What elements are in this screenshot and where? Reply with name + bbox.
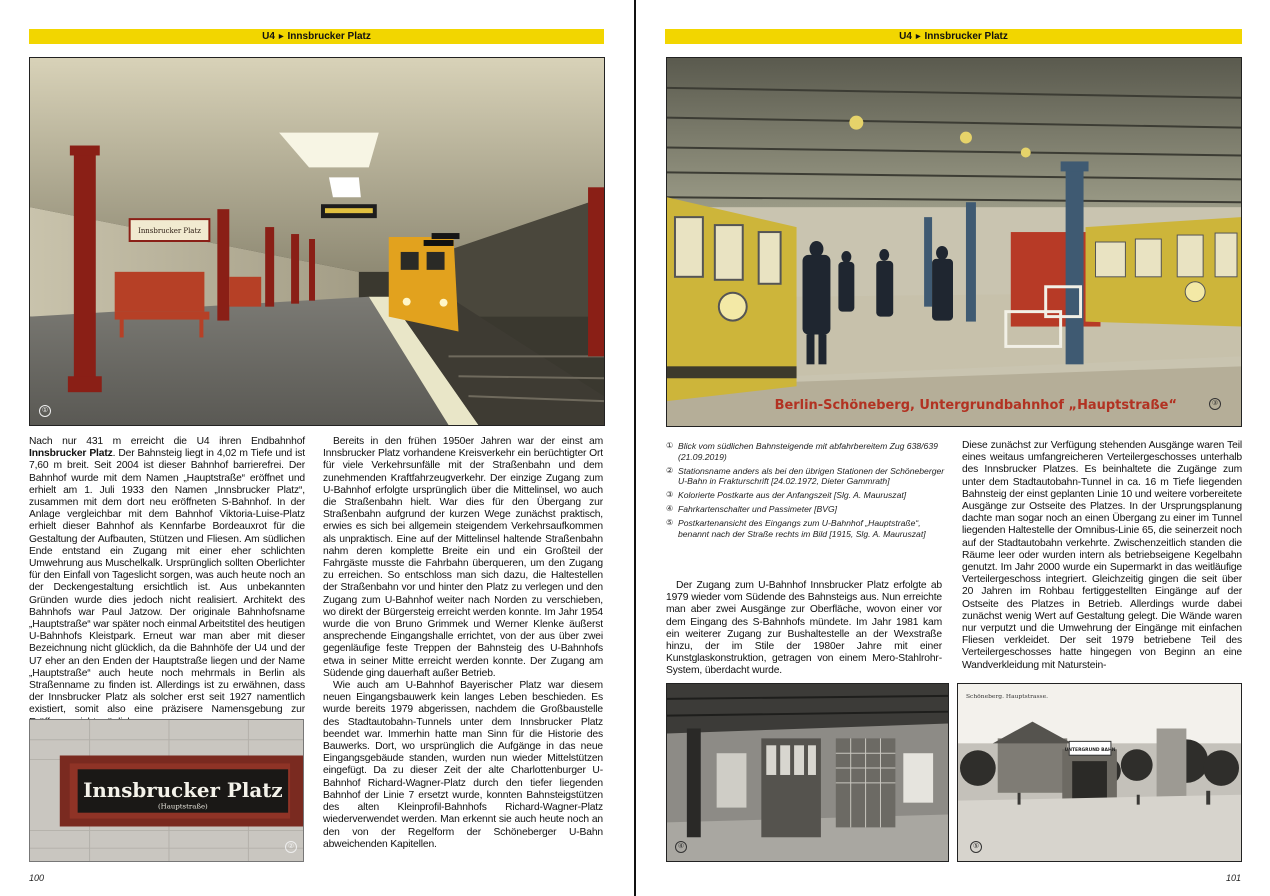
left-column-2 bbox=[323, 436, 603, 851]
caption-item bbox=[666, 518, 951, 540]
caption-text: Blick vom südlichen Bahnsteigende mit abfahrbereitem Zug 638/639 (21.09.2019) bbox=[678, 441, 938, 462]
svg-text:(Hauptstraße): (Hauptstraße) bbox=[157, 802, 208, 811]
right-header-line: U4 bbox=[899, 31, 912, 42]
caption-text: Postkartenansicht des Eingangs zum U-Bahnhof „Hauptstraße“, benannt nach der Straße rechts im Bild [1915, Slg. A. Mauruszat] bbox=[678, 517, 926, 539]
left-header-station: Innsbrucker Platz bbox=[287, 31, 371, 42]
caption-number: ⑤ bbox=[666, 517, 674, 527]
caption-item bbox=[666, 490, 951, 501]
caption-item bbox=[666, 504, 951, 515]
caption-number: ④ bbox=[666, 503, 674, 513]
right-column-2 bbox=[962, 440, 1242, 672]
header-arrow-icon: ▶ bbox=[915, 33, 921, 40]
col2-paragraph-1: Bereits in den frühen 1950er Jahren war der einst am Innsbrucker Platz vorhandene Kreisverkehr ein berüchtigter Ort für viele Verkehrsunfälle mit der Straßenbahn und dem zunehmenden Kraftfahrzeugverkehr. Der einzige Zugang zum U-Bahnhof erfolgte ursprünglich über die Mittelinsel, wo auch die Straßenbahn hielt. War dies für den Übergang zur Straßenbahn aufgrund der kurzen Wege zunächst praktisch, erwies es sich bei allgemein steigendem Verkehrsaufkommen als unpraktisch. Eine auf der Mittelinsel haltende Straßenbahn nahm deren komplette Breite ein und ein Großteil der Fahrgäste musste die Fahrbahn überqueren, um den Zugang zu erreichen. So entschloss man sich dazu, die Haltestellen der Straßenbahn vor und hinter den Platz zu verlegen und den Zugang zum U-Bahnhof weiter nach Norden zu verschieben, wo direkt der Bürgersteig erreicht werden konnte. Im Jahr 1954 wurde die von Bruno Grimmek und Werner Klenke äußerst ansprechende Eingangshalle errichtet, von der aus über zwei gegenläufige feste Treppen der Bahnsteig des U-Bahnhofs etwa in seiner Mitte erreicht werden konnte. Der Zugang am Südende ging dauerhaft außer Betrieb. bbox=[323, 436, 603, 679]
caption-number: ③ bbox=[666, 490, 674, 500]
photo-platform-modern bbox=[29, 57, 605, 426]
svg-text:UNTERGRUND BAHN: UNTERGRUND BAHN bbox=[1064, 748, 1116, 754]
photo-station-sign bbox=[29, 719, 304, 862]
caption-number: ① bbox=[666, 441, 674, 450]
header-arrow-icon: ▶ bbox=[278, 33, 284, 40]
col1-paragraph: Nach nur 431 m erreicht die U4 ihren Endbahnhof Innsbrucker Platz. Der Bahnsteig liegt in 4,02 m Tiefe und ist 7,60 m breit. Seit 2004 ist dieser Bahnhof barrierefrei. Der Bahnhof wurde mit dem Namen „Hauptstraße“ eröffnet und erhielt am 1. Juli 1933 den Namen „Innsbrucker Platz“, zusammen mit dem dort neu eröffneten S-Bahnhof. In der Anlage vergleichbar mit dem Bahnhof Viktoria-Luise-Platz erhielt dieser Bahnhof als Kennfarbe Bordeauxrot für die Gestaltung der Aufbauten, Stützen und Fliesen. Am südlichen Ende entstand ein Zugang mit einer eher schlichten Umwehrung aus Muschelkalk. Ursprünglich sollten Oberlichter für den Einfall von Tageslicht sorgen, was auch heute noch an der Deckengestaltung ersichtlich ist. Aus unbekannten Gründen wurde dies jedoch nicht realisiert. Architekt des Bahnhofs war Paul Jatzow. Der originale Bahnhofsname „Hauptstraße“ war später noch einmal Arbeitstitel des heutigen U-Bahnhofs Kleistpark. Erneut war man aber mit dieser Bezeichnung nicht glücklich, da die Bahnhöfe der U4 und der U7 eher an den Enden der Hauptstraße liegen und der Name „Hauptstraße“ auch heute noch mehrmals in Berlin als Straßenname zu finden ist. Allerdings ist zu erwähnen, dass der Innsbrucker Platz als solcher erst seit 1927 namentlich existiert, somit also eine präzisere Namensgebung zur bbox=[29, 436, 305, 716]
caption-text: Kolorierte Postkarte aus der Anfangszeit [Slg. A. Mauruszat] bbox=[678, 490, 907, 501]
street-illustration bbox=[958, 684, 1241, 861]
caption-text: Fahrkartenschalter und Passimeter [BVG] bbox=[678, 503, 838, 514]
svg-text:Innsbrucker Platz: Innsbrucker Platz bbox=[138, 227, 201, 236]
page-spine bbox=[634, 0, 636, 896]
caption-number: ② bbox=[666, 465, 674, 475]
photo-street-entrance bbox=[957, 683, 1242, 862]
left-column-1 bbox=[29, 436, 305, 729]
svg-text:Innsbrucker Platz: Innsbrucker Platz bbox=[83, 777, 283, 802]
col3-paragraph: Der Zugang zum U-Bahnhof Innsbrucker Platz erfolgte ab 1979 wieder vom Südende des Bahnsteigs aus. Nun erreichte man aber zwei Ausgänge zur Oberfläche, wovon einer vor dem Eingang des S-Bahnhofs mündete. Im Jahr 1981 kam ein weiterer Zugang zur Bushaltestelle an der Wexstraße hinzu, der im Stile der 1980er Jahre mit einer Kunstglaskonstruktion, getragen von einem Mero-Stahlrohr-System, überdacht wurde. bbox=[666, 580, 942, 677]
photo3-number: ③ bbox=[1209, 398, 1221, 410]
caption-item bbox=[666, 441, 951, 463]
col2-paragraph-2: Wie auch am U-Bahnhof Bayerischer Platz war diesem neuen Eingangsbauwerk kein langes Leben beschieden. Es wurde bereits 1979 abgerissen, nachdem die Großbaustelle des Stadtautobahn-Tunnels unter dem Innsbrucker Platz beendet war. Immerhin hatte man Sinn für die Historie des Bauwerks. Dort, wo ursprünglich die Aufgänge in das neue Eingangsgebäude standen, wurden nun wieder Mittelstützen eingefügt. Da zu dieser Zeit der alte Charlottenburger U-Bahnhof Richard-Wagner-Platz durch den tiefer liegenden Bahnhof der Linie 7 ersetzt wurde, konnten Bahnsteigstützen des alten Kleinprofil-Bahnhofs Richard-Wagner-Platz wiederverwendet werden. Man erkennt sie auch heute noch an den von der Regelform der Schöneberger U-Bahn abweichenden Kapitellen. bbox=[323, 680, 603, 850]
svg-text:Schöneberg. Hauptstrasse.: Schöneberg. Hauptstrasse. bbox=[965, 692, 1049, 700]
photo1-number: ① bbox=[39, 405, 51, 417]
svg-text:Berlin-Schöneberg, Untergrundb: Berlin-Schöneberg, Untergrundbahnhof „Hauptstraße“ bbox=[774, 398, 1177, 414]
photo-ticket-hall bbox=[666, 683, 949, 862]
caption-list bbox=[666, 441, 951, 542]
caption-text: Stationsname anders als bei den übrigen Stationen der Schöneberger U-Bahn in Frakturschrift [24.02.1972, Dieter Gammrath] bbox=[678, 465, 945, 487]
ticket-hall-illustration bbox=[667, 684, 948, 861]
caption-item bbox=[666, 466, 951, 488]
photo-postcard-colorized bbox=[666, 57, 1242, 427]
page-number-right: 101 bbox=[1226, 873, 1242, 883]
sign-illustration bbox=[30, 720, 303, 861]
col4-paragraph: Diese zunächst zur Verfügung stehenden Ausgänge waren Teil eines weitaus umfangreicheren Verteilergeschosses unterhalb des Innsbrucker Platzes. Es beinhaltete die Zugänge zum unter dem Stadtautobahn-Tunnel in ca. 16 m Tiefe liegenden Bahnsteig der einst geplanten Linie 10 und weitere vorbereitete Ausgänge zur Ostseite des Platzes. In der Ursprungsplanung dachte man sogar noch an einen Übergang zu einer im Tunnel liegenden Haltestelle der Omnibus-Linie 65, die seinerzeit noch auf der Stadtautobahn verkehrte. Zwischenzeitlich standen die Räume leer oder wurden intern als betriebseigene Kegelbahn genutzt. Im Jahr 2000 wurde ein Supermarkt in das weitläufige Verteilergeschoss integriert. Gleichzeitig gingen die seit über 20 Jahren im Rohbau fertiggestellten Eingänge auf der Ostseite des Platzes in Betrieb. Allerdings wurde dabei zunächst wenig Wert auf Gestaltung gelegt. Die Wände waren nur verputzt und die Umwehrung der Eingänge mit einfachen Fliesen verkleidet. Der seit 1979 betriebene Teil des Verteilergeschosses hatte hingegen von Beginn an eine Wandverkleidung mit Naturstein- bbox=[962, 440, 1242, 671]
photo5-number: ⑤ bbox=[970, 841, 982, 853]
right-header-bar bbox=[665, 29, 1242, 44]
platform-illustration bbox=[30, 58, 604, 425]
page-number-left: 100 bbox=[29, 873, 45, 883]
right-header-station: Innsbrucker Platz bbox=[924, 31, 1008, 42]
left-header-line: U4 bbox=[262, 31, 275, 42]
right-column-1 bbox=[666, 580, 942, 678]
photo2-number: ② bbox=[285, 841, 297, 853]
left-header-bar bbox=[29, 29, 604, 44]
photo4-number: ④ bbox=[675, 841, 687, 853]
postcard-illustration bbox=[667, 58, 1241, 426]
